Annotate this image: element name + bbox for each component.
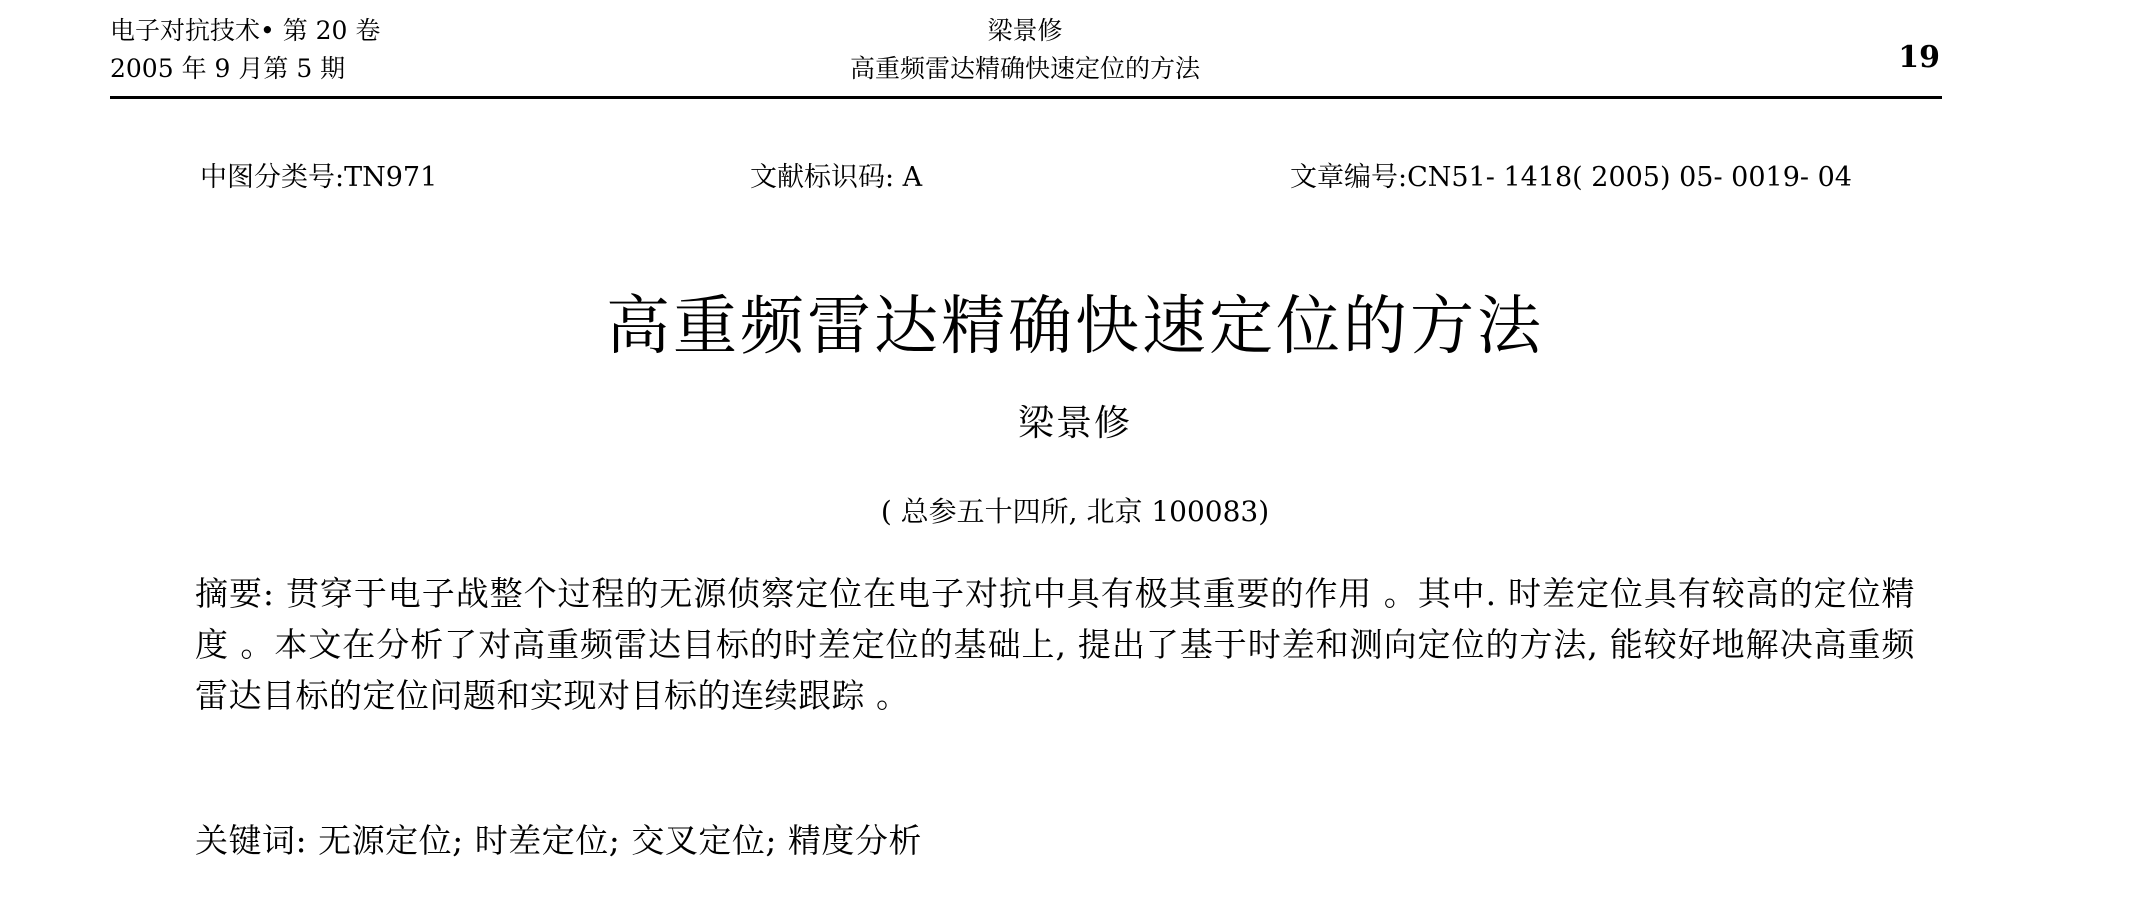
article-id: 文章编号:CN51- 1418( 2005) 05- 0019- 04 — [1290, 162, 1852, 193]
page-title: 高重频雷达精确快速定位的方法 — [606, 290, 1544, 364]
clc-number: 中图分类号:TN971 — [200, 162, 438, 193]
author-affiliation: ( 总参五十四所, 北京 100083) — [880, 495, 1270, 528]
running-head-center — [110, 12, 1940, 88]
running-head — [110, 12, 1940, 90]
running-head-title: 高重频雷达精确快速定位的方法 — [849, 54, 1200, 83]
journal-issue-line: 2005 年 9 月第 5 期 — [110, 54, 346, 83]
abstract-text: 摘要: 贯穿于电子战整个过程的无源侦察定位在电子对抗中具有极其重要的作用 。其中. 时差定位具有较高的定位精度 。本文在分析了对高重频雷达目标的时差定位的基础上, 提出了基于时差和测向定位的方法, 能较好地解决高重频雷达目标的定位问题和实现对目标的连续跟踪 。 — [195, 574, 1915, 715]
classification-line — [110, 155, 1942, 195]
page-number: 19 — [1898, 40, 1940, 75]
running-head-author: 梁景修 — [987, 16, 1063, 45]
journal-name-line: 电子对抗技术• 第 20 卷 — [110, 16, 381, 45]
document-code: 文献标识码: A — [750, 162, 923, 193]
author-name: 梁景修 — [1017, 403, 1132, 444]
header-divider — [110, 96, 1942, 99]
keywords-text: 关键词: 无源定位; 时差定位; 交叉定位; 精度分析 — [195, 821, 922, 860]
